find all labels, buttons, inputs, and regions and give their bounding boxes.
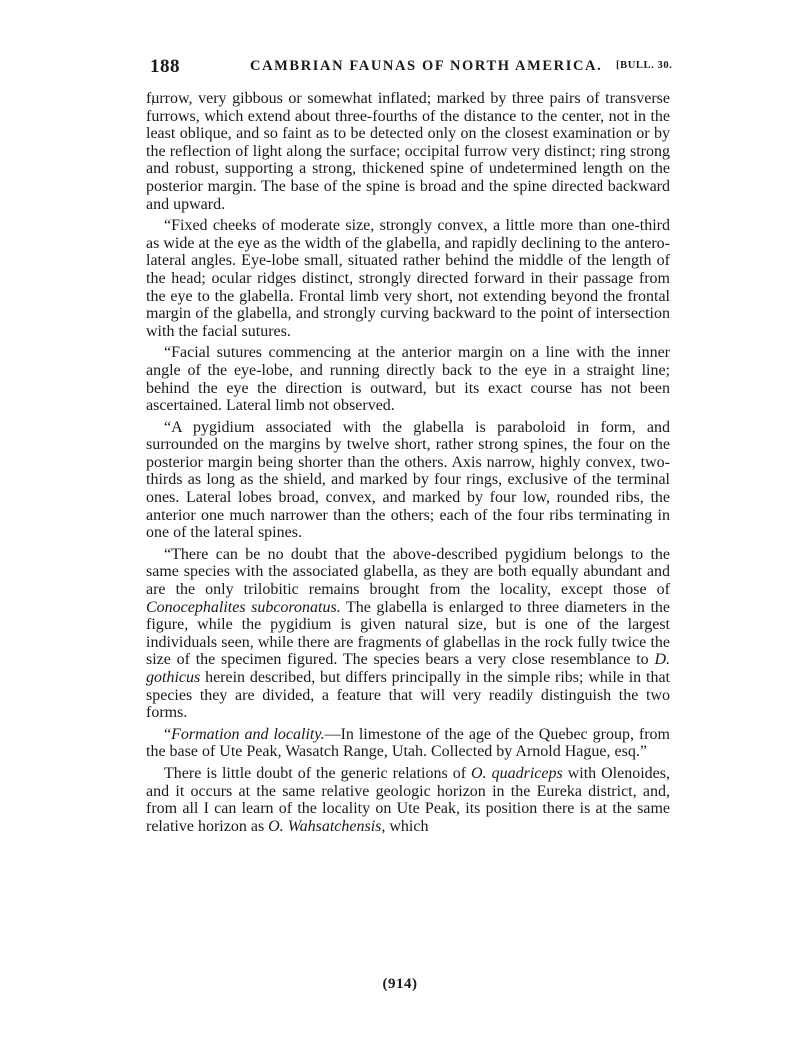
italic-text: O. quadriceps xyxy=(471,764,563,782)
paragraph xyxy=(146,344,670,414)
text-segment: The glabella is enlarged to three diameters in the figure, while the pygidium is given natural size, but is one of the largest individuals seen, while there are fragments of glabellas in the rock fully twice the size of the specimen figured. The species bears a very close resemblance to xyxy=(146,598,671,669)
paragraph xyxy=(146,90,670,213)
text-segment: “A pygidium associated with the glabella is paraboloid in form, and surrounded on the margins by twelve short, rather strong spines, the four on the posterior margin being shorter than the others. Axis narrow, highly convex, two-thirds as long as the shield, and marked by four rings, exclusive of the terminal ones. Lateral lobes broad, convex, and marked by four low, rounded ribs, the anterior one much narrower than the others; each of the four ribs terminating in one of the lateral spines. xyxy=(146,418,670,542)
page-header xyxy=(150,56,680,86)
body-text xyxy=(146,90,670,839)
text-segment: There is little doubt of the generic relations of xyxy=(164,764,472,782)
text-segment: “There can be no doubt that the above-described pygidium belongs to the same species with the associated glabella, as they are both equally abundant and are the only trilobitic remains brought from the locality, except those of xyxy=(146,545,670,599)
running-title: CAMBRIAN FAUNAS OF NORTH AMERICA. xyxy=(250,58,603,74)
text-segment: which xyxy=(385,817,429,835)
text-segment: “Facial sutures commencing at the anterior margin on a line with the inner angle of the eye-lobe, and running directly back to the eye in a straight line; behind the eye the direction is outward, but its exact course has not been ascertained. Lateral limb not observed. xyxy=(146,344,670,415)
text-segment: furrow, very gibbous or somewhat inflated; marked by three pairs of transverse furrows, which extend about three-fourths of the distance to the center, not in the least oblique, and so faint as to be detected only on the closest examination or by the reflection of light along the surface; occipital furrow very distinct; ring strong and robust, supporting a strong, thickened spine of undetermined length on the posterior margin. The base of the spine is broad and the spine directed backward and upward. xyxy=(146,90,670,213)
page-footer-folio: (914) xyxy=(382,976,418,992)
italic-text: O. Wahsatchensis, xyxy=(268,817,386,835)
bulletin-reference: [BULL. 30. xyxy=(616,60,673,71)
page-number: 188 xyxy=(150,56,180,77)
paragraph xyxy=(146,217,670,340)
paragraph xyxy=(146,419,670,542)
text-segment: “ xyxy=(164,725,172,743)
text-segment: —In limestone of the age of the Quebec group, from the base of Ute Peak, Wasatch Range, Utah. Collected by Arnold Hague, esq.” xyxy=(146,725,671,761)
paragraph xyxy=(146,546,670,722)
text-segment: with Olenoides, and it occurs at the same relative geologic horizon in the Eureka district, and, from all I can learn of the locality on Ute Peak, its position there is at the same relative horizon as xyxy=(146,764,671,835)
paragraph xyxy=(146,765,670,835)
italic-text: D. gothicus xyxy=(146,651,670,686)
text-segment: “Fixed cheeks of moderate size, strongly convex, a little more than one-third as wide at the eye as the width of the glabella, and rapidly declining to the antero-lateral angles. Eye-lobe small, situated rather behind the middle of the length of the head; ocular ridges distinct, strongly directed forward in their passage from the eye to the glabella. Frontal limb very short, not extending beyond the frontal margin of the glabella, and strongly curving backward to the point of intersection with the facial sutures. xyxy=(146,217,670,340)
italic-text: Formation and locality. xyxy=(171,725,325,743)
text-segment: herein described, but differs principally in the simple ribs; while in that species they are divided, a feature that will very readily distinguish the two forms. xyxy=(146,669,670,722)
paragraph xyxy=(146,726,670,761)
italic-text: Conocephalites subcoronatus. xyxy=(146,598,341,616)
